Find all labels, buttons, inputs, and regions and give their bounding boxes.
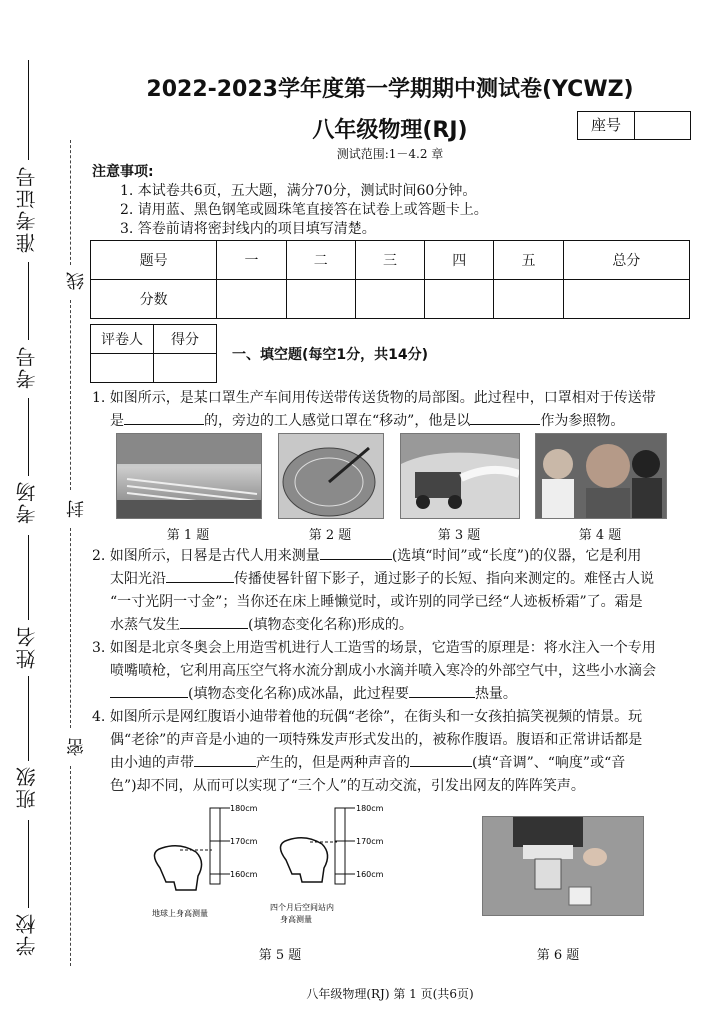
- experiment-icon: [483, 817, 643, 915]
- seat-number-box[interactable]: [577, 111, 691, 140]
- q-text: (填物态变化名称)成冰晶，此过程要: [188, 686, 409, 702]
- q-text: 由小迪的声带: [110, 755, 194, 771]
- grader-table: [90, 324, 217, 383]
- q-text: 水蒸气发生: [110, 617, 180, 633]
- figure-caption: 第 4 题: [578, 528, 622, 543]
- question-4: [92, 706, 692, 798]
- score-cell[interactable]: [286, 280, 355, 319]
- q-text: 的，旁边的工人感觉口罩在“移动”，他是以: [204, 413, 471, 429]
- score-cell[interactable]: [217, 280, 286, 319]
- tick-label: 180cm: [356, 804, 384, 813]
- score-header: 二: [286, 241, 355, 280]
- class-label: 班级: [15, 765, 39, 809]
- question-3-line: [92, 683, 692, 706]
- question-4-line: [92, 752, 692, 775]
- figure-label: 四个月后空间站内: [270, 903, 334, 912]
- seat-number-label: 座号: [578, 112, 635, 139]
- score-header: 五: [494, 241, 563, 280]
- q-text: 是: [110, 413, 124, 429]
- notes-heading: 注意事项:: [92, 164, 154, 180]
- q-text: (选填“时间”或“长度”)的仪器，它是利用: [391, 548, 642, 564]
- score-header: 三: [355, 241, 424, 280]
- q-text: 作为参照物。: [540, 413, 625, 429]
- test-range: 测试范围:1－4.2 章: [336, 147, 444, 161]
- q-text: 传播使晷针留下影子，通过影子的长短、指向来测定的。难怪古人说: [234, 571, 654, 587]
- q-text: 太阳光沿: [110, 571, 166, 587]
- answer-blank[interactable]: [409, 697, 475, 698]
- binding-line: [28, 398, 29, 476]
- seal-char-secret: 密: [66, 738, 87, 756]
- ventriloquist-icon: [536, 434, 666, 518]
- figure-caption: 第 5 题: [258, 948, 302, 963]
- q-text: (填物态变化名称)形成的。: [248, 617, 413, 633]
- score-table: [90, 240, 690, 319]
- score-cell[interactable]: [355, 280, 424, 319]
- notes-item: 1. 本试卷共6页，五大题，满分70分，测试时间60分钟。: [120, 183, 477, 199]
- question-2: [92, 545, 692, 637]
- score-table-header-row: [91, 241, 690, 280]
- figure-caption: 第 2 题: [308, 528, 352, 543]
- answer-blank[interactable]: [180, 628, 248, 629]
- seal-dash: [70, 300, 71, 490]
- ventriloquist-photo: [535, 433, 667, 519]
- question-1-line: [92, 410, 692, 433]
- q-text: 2. 如图所示，日晷是古代人用来测量: [92, 548, 320, 564]
- score-cell[interactable]: [563, 280, 689, 319]
- seat-number-field[interactable]: [635, 112, 690, 139]
- tick-label: 170cm: [356, 837, 384, 846]
- snow-machine-icon: [401, 434, 519, 518]
- answer-blank[interactable]: [410, 766, 472, 767]
- question-2-line: [92, 545, 692, 568]
- question-3-line: 喷嘴喷枪，它利用高压空气将水流分割成小水滴并喷入寒冷的外部空气中，这些小水滴会: [110, 663, 656, 679]
- question-3: [92, 637, 692, 706]
- tick-label: 160cm: [230, 870, 258, 879]
- answer-blank[interactable]: [194, 766, 256, 767]
- binding-line: [28, 820, 29, 908]
- tick-label: 170cm: [230, 837, 258, 846]
- notes: [92, 163, 488, 239]
- school-label: 学校: [15, 912, 39, 956]
- section-title: 一、填空题(每空1分，共14分): [232, 347, 429, 363]
- answer-blank[interactable]: [320, 559, 392, 560]
- figure-caption: 第 6 题: [536, 948, 580, 963]
- score-header: 总分: [563, 241, 689, 280]
- right-head-icon: [280, 838, 327, 882]
- score-cell[interactable]: [494, 280, 563, 319]
- seal-dash: [70, 140, 71, 265]
- score-header: 四: [425, 241, 494, 280]
- question-1-line: 1. 如图所示，是某口罩生产车间用传送带传送货物的局部图。此过程中，口罩相对于传送带: [92, 390, 656, 406]
- answer-blank[interactable]: [110, 697, 188, 698]
- question-4-line: 偶“老徐”的声音是小迪的一项特殊发声形式发出的，被称作腹语。腹语和正常讲话都是: [110, 732, 643, 748]
- figure-caption: 第 1 题: [166, 528, 210, 543]
- exam-title: 2022-2023学年度第一学期期中测试卷(YCWZ): [146, 77, 634, 102]
- question-1: [92, 387, 692, 433]
- grader-cell[interactable]: [91, 354, 154, 383]
- figure-caption: 第 3 题: [437, 528, 481, 543]
- experiment-photo: [482, 816, 644, 916]
- sundial-icon: [279, 434, 383, 518]
- tick-label: 160cm: [356, 870, 384, 879]
- name-label: 姓名: [15, 625, 39, 669]
- figure-label: 地球上身高测量: [152, 909, 208, 918]
- q-text: 产生的，但是两种声音的: [256, 755, 410, 771]
- points-cell[interactable]: [154, 354, 217, 383]
- notes-item: 2. 请用蓝、黑色钢笔或圆珠笔直接答在试卷上或答题卡上。: [120, 202, 488, 218]
- seal-dash: [70, 766, 71, 966]
- exam-number-label: 准考证号: [15, 165, 39, 253]
- figure-label: 身高测量: [280, 915, 312, 924]
- binding-line: [28, 676, 29, 761]
- seal-dash: [70, 528, 71, 728]
- notes-item: 3. 答卷前请将密封线内的项目填写清楚。: [120, 221, 376, 237]
- binding-line: [28, 535, 29, 620]
- tick-label: 180cm: [230, 804, 258, 813]
- sundial-photo: [278, 433, 384, 519]
- binding-line: [28, 262, 29, 340]
- left-head-icon: [154, 846, 201, 890]
- score-table-row: [91, 280, 690, 319]
- grader-label: 评卷人: [91, 325, 154, 354]
- q-text: 热量。: [474, 686, 517, 702]
- page-footer: 八年级物理(RJ) 第 1 页(共6页): [306, 987, 474, 1001]
- exam-subtitle: 八年级物理(RJ): [312, 118, 468, 143]
- conveyor-belt-icon: [117, 434, 261, 518]
- score-header: 一: [217, 241, 286, 280]
- answer-blank[interactable]: [124, 424, 204, 425]
- score-cell[interactable]: [425, 280, 494, 319]
- question-4-line: 色”)却不同，从而可以实现了“三个人”的互动交流，引发出网友的阵阵笑声。: [110, 778, 585, 794]
- answer-blank[interactable]: [470, 424, 540, 425]
- question-3-line: 3. 如图是北京冬奥会上用造雪机进行人工造雪的场景，它造雪的原理是：将水注入一个专用: [92, 640, 656, 656]
- question-2-line: [92, 614, 692, 637]
- snow-machine-photo: [400, 433, 520, 519]
- q-text: (填“音调”、“响度”或“音: [472, 755, 626, 771]
- height-measurement-diagram: [140, 798, 400, 928]
- answer-blank[interactable]: [166, 582, 234, 583]
- student-id-label: 考号: [15, 345, 39, 389]
- seal-char-line: 线: [66, 272, 87, 290]
- score-header: 题号: [91, 241, 217, 280]
- question-2-line: [92, 568, 692, 591]
- question-4-line: 4. 如图所示是网红腹语小迪带着他的玩偶“老徐”，在街头和一女孩拍搞笑视频的情景。玩: [92, 709, 643, 725]
- binding-line: [28, 60, 29, 160]
- points-label: 得分: [154, 325, 217, 354]
- seal-char-seal: 封: [66, 500, 87, 518]
- conveyor-belt-photo: [116, 433, 262, 519]
- left-ruler: [180, 804, 258, 884]
- score-row-label: 分数: [91, 280, 217, 319]
- question-2-line: “一寸光阴一寸金”；当你还在床上睡懒觉时，或许别的同学已经“人迹板桥霜”了。霜是: [110, 594, 643, 610]
- exam-room-label: 考场: [15, 480, 39, 524]
